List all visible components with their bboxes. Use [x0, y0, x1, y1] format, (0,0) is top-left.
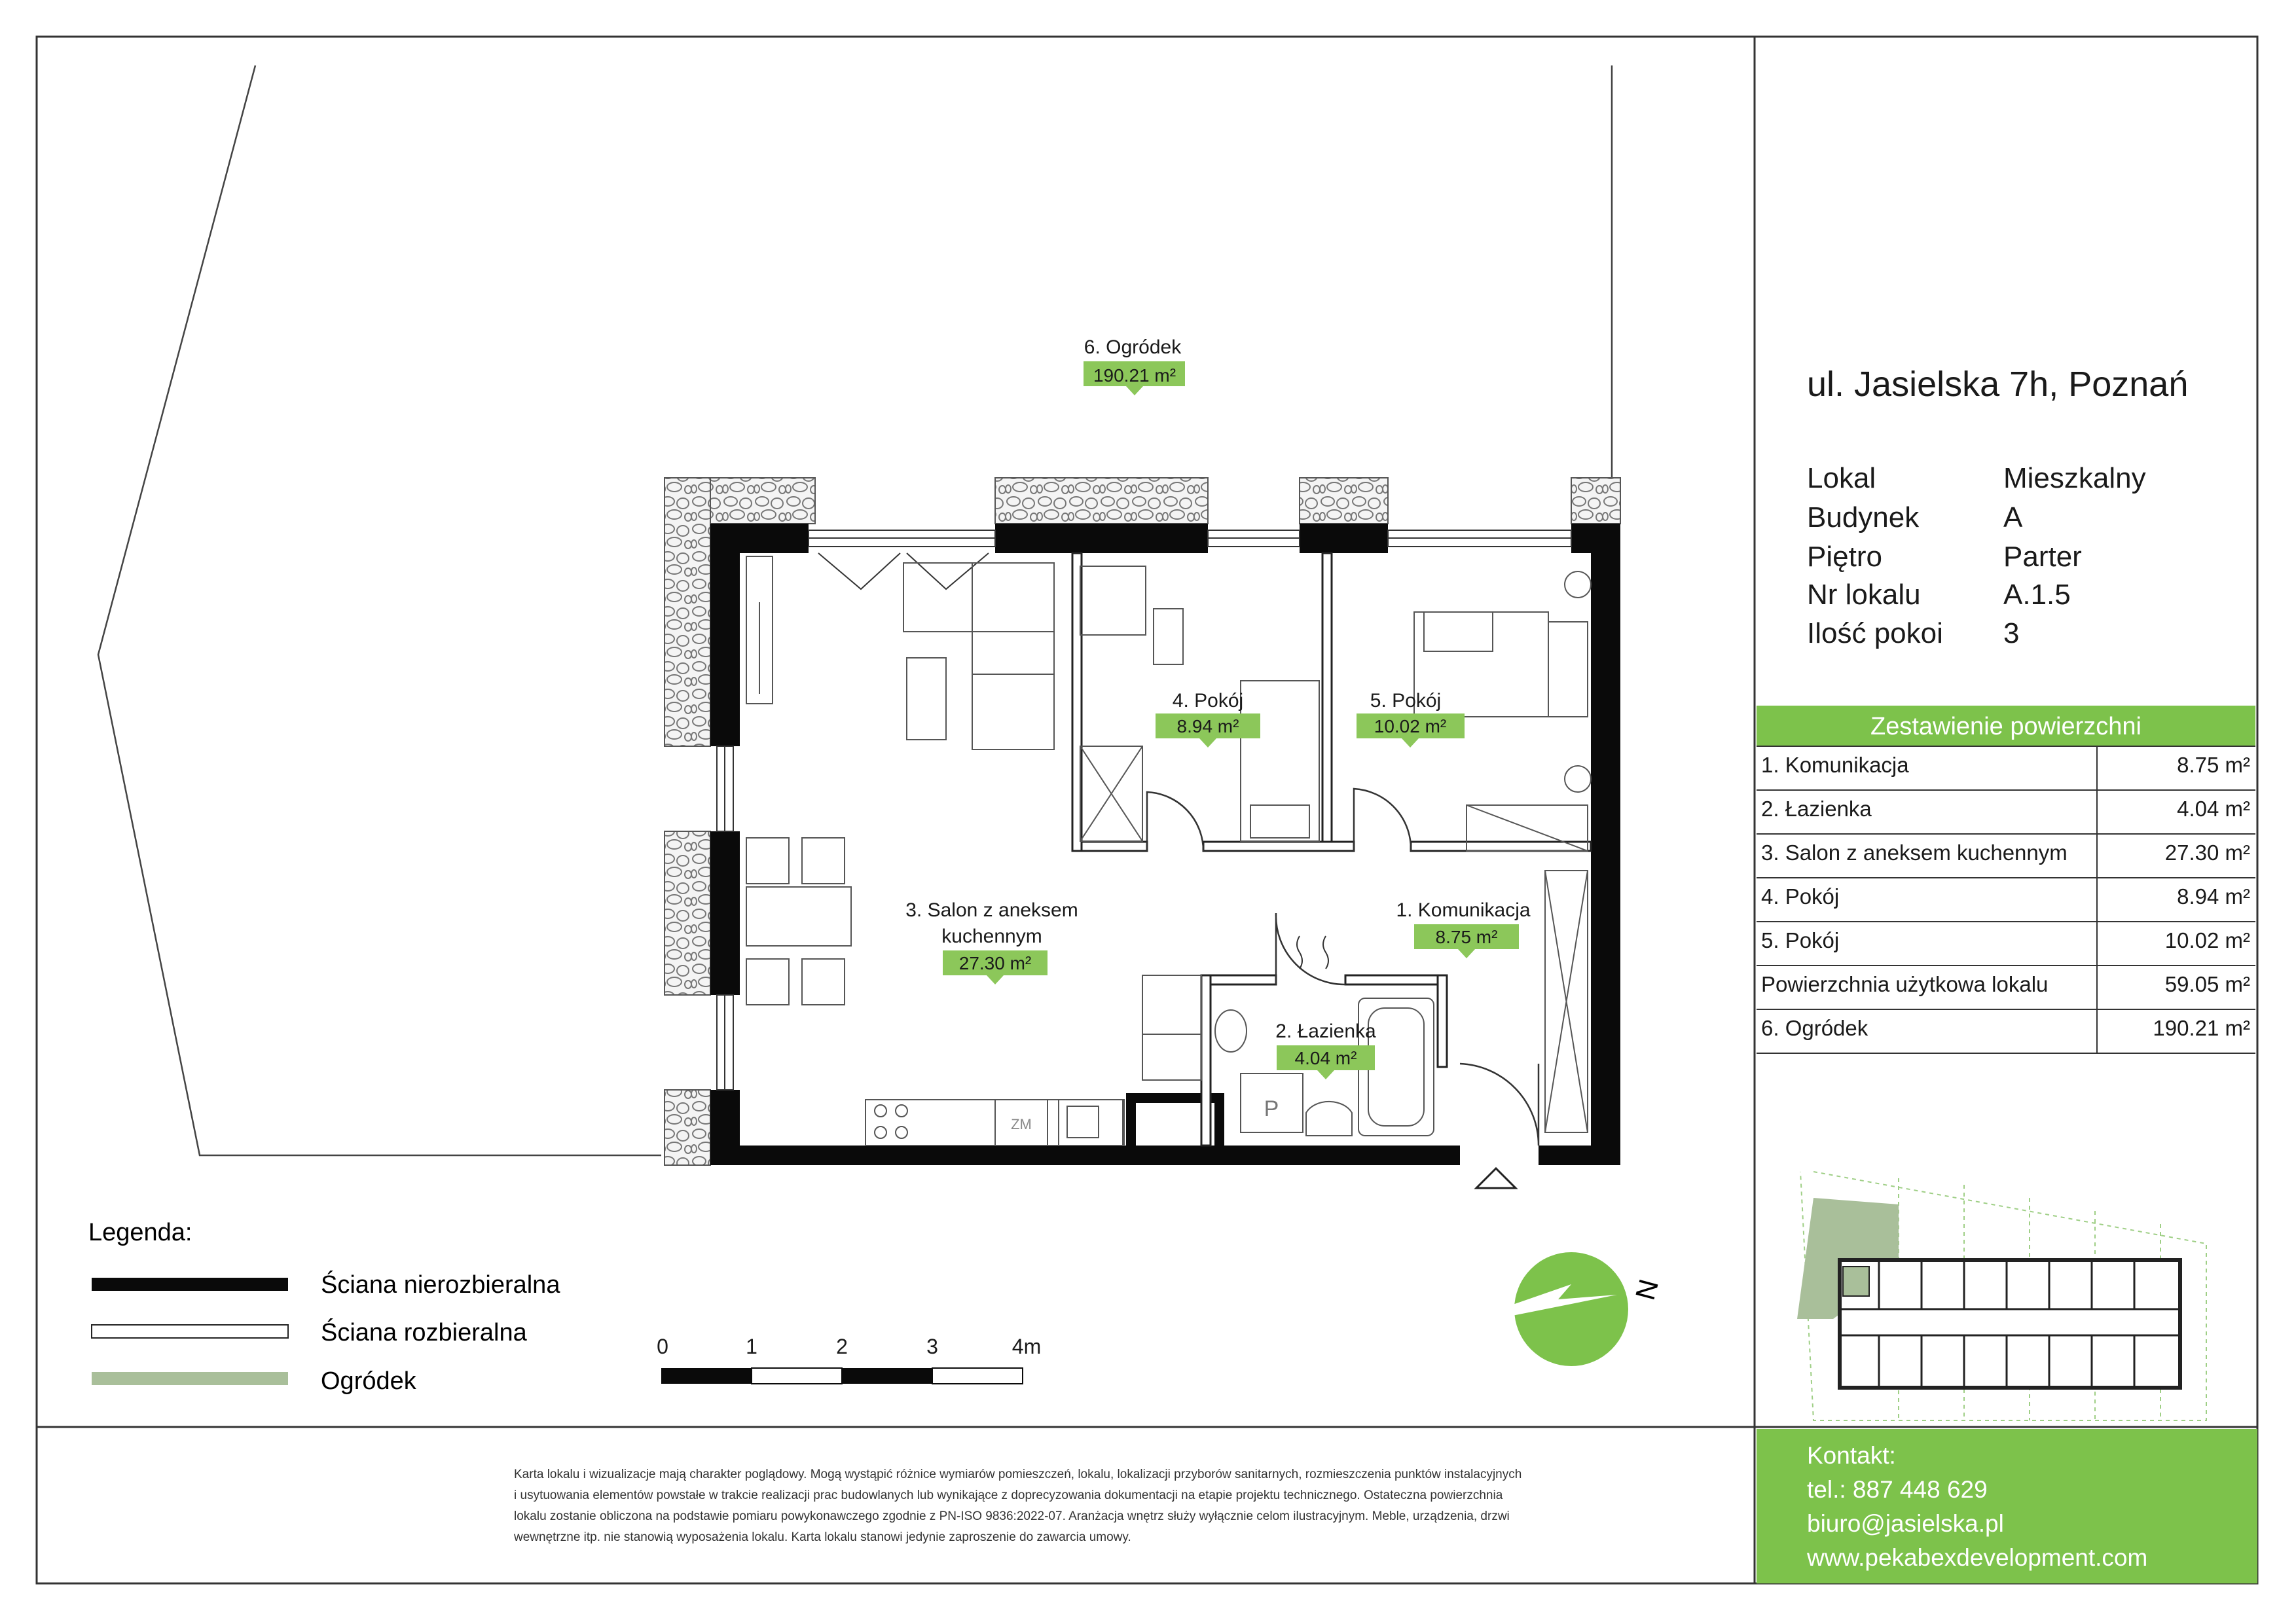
- disclaimer-line: i usytuowania elementów powstałe w trakcie realizacji prac budowlanych lub wynikające z doprecyzowania dokumentacji na etapie projektu technicznego. Ostateczna powierzchnia: [514, 1489, 1503, 1502]
- compass-icon: [1509, 1252, 1664, 1366]
- summary-row-name: 2. Łazienka: [1761, 797, 1872, 821]
- legend-swatch-solid-wall: [92, 1278, 288, 1291]
- scale-tick-4: 4m: [1011, 1335, 1042, 1358]
- vent-icon: [1297, 936, 1328, 969]
- info-label-ilosc-pokoi: Ilość pokoi: [1807, 617, 1943, 649]
- site-key-plan: [1797, 1172, 2206, 1420]
- info-value-ilosc-pokoi: 3: [2003, 617, 2020, 649]
- room4-name: 4. Pokój: [1172, 690, 1244, 712]
- komunikacja-name: 1. Komunikacja: [1396, 899, 1531, 921]
- disclaimer-line: lokalu zostanie obliczona na podstawie pomiaru powykonawczego zgodnie z PN-ISO 9836:2022-07. Aranżacja wnętrz służy wyłącznie celom ilustracyjnym. Meble, urządzenia, drzwi: [514, 1509, 1510, 1523]
- contact-email[interactable]: biuro@jasielska.pl: [1807, 1510, 2004, 1537]
- disclaimer-line: wewnętrzne itp. nie stanowią wyposażenia lokalu. Karta lokalu stanowi jedynie zaproszenie do zawarcia umowy.: [514, 1530, 1131, 1544]
- info-value-budynek: A: [2003, 501, 2023, 533]
- summary-row-area: 8.75 m²: [2177, 753, 2250, 777]
- legend-label-solid-wall: Ściana nierozbieralna: [321, 1271, 560, 1299]
- salon-area: 27.30 m²: [958, 953, 1032, 973]
- info-label-lokal: Lokal: [1807, 462, 1876, 494]
- lazienka-name: 2. Łazienka: [1275, 1020, 1376, 1042]
- summary-row-area: 8.94 m²: [2177, 884, 2250, 909]
- garden-area: 190.21 m²: [1093, 365, 1176, 386]
- contact-website[interactable]: www.pekabexdevelopment.com: [1807, 1544, 2148, 1571]
- summary-row-area: 10.02 m²: [2164, 928, 2250, 952]
- contact-title: Kontakt:: [1807, 1442, 1896, 1469]
- legend-title: Legenda:: [88, 1219, 192, 1246]
- scale-tick-0: 0: [657, 1335, 668, 1358]
- info-value-lokal: Mieszkalny: [2003, 462, 2146, 494]
- address-title: ul. Jasielska 7h, Poznań: [1807, 365, 2189, 404]
- summary-row-name: 3. Salon z aneksem kuchennym: [1761, 840, 2068, 865]
- legend-label-partition: Ściana rozbieralna: [321, 1319, 527, 1346]
- legend-swatch-partition: [92, 1325, 288, 1338]
- compass-label: N: [1629, 1276, 1665, 1303]
- room5-area: 10.02 m²: [1374, 716, 1447, 736]
- summary-row-name: Powierzchnia użytkowa lokalu: [1761, 972, 2049, 996]
- entrance-triangle-icon: [1476, 1168, 1516, 1188]
- scale-bar: [661, 1368, 1023, 1384]
- summary-row-name: 1. Komunikacja: [1761, 753, 1909, 777]
- summary-row-area: 190.21 m²: [2153, 1016, 2250, 1040]
- summary-title: Zestawienie powierzchni: [1870, 713, 2141, 740]
- summary-row-area: 4.04 m²: [2177, 797, 2250, 821]
- summary-row-name: 5. Pokój: [1761, 928, 1840, 952]
- legend-swatch-garden: [92, 1372, 288, 1385]
- info-label-pietro: Piętro: [1807, 541, 1882, 573]
- salon-name-line1: 3. Salon z aneksem: [905, 899, 1078, 921]
- komunikacja-area: 8.75 m²: [1435, 927, 1498, 947]
- info-value-nr-lokalu: A.1.5: [2003, 579, 2071, 611]
- boiler-label: P: [1264, 1096, 1279, 1121]
- scale-tick-2: 2: [836, 1335, 848, 1358]
- salon-name-line2: kuchennym: [941, 926, 1042, 947]
- summary-row-area: 27.30 m²: [2164, 840, 2250, 865]
- garden-name: 6. Ogródek: [1084, 336, 1182, 358]
- info-value-pietro: Parter: [2003, 541, 2082, 573]
- scale-tick-1: 1: [746, 1335, 757, 1358]
- room5-name: 5. Pokój: [1370, 690, 1442, 712]
- lazienka-area: 4.04 m²: [1294, 1048, 1357, 1068]
- info-label-budynek: Budynek: [1807, 501, 1920, 533]
- room4-area: 8.94 m²: [1176, 716, 1239, 736]
- contact-phone[interactable]: tel.: 887 448 629: [1807, 1476, 1988, 1503]
- info-label-nr-lokalu: Nr lokalu: [1807, 579, 1921, 611]
- fridge-label: ZM: [1011, 1116, 1032, 1132]
- legend-label-garden: Ogródek: [321, 1367, 416, 1395]
- scale-tick-3: 3: [926, 1335, 938, 1358]
- summary-row-area: 59.05 m²: [2164, 972, 2250, 996]
- summary-row-name: 6. Ogródek: [1761, 1016, 1868, 1040]
- garden-boundary: [98, 65, 661, 1155]
- summary-row-name: 4. Pokój: [1761, 884, 1840, 909]
- disclaimer-line: Karta lokalu i wizualizacje mają charakter poglądowy. Mogą wystąpić różnice wymiarów pomieszczeń, lokalu, lokalizacji przyborów sanitarnych, rozmieszczenia punktów instalacyjnych: [514, 1468, 1522, 1481]
